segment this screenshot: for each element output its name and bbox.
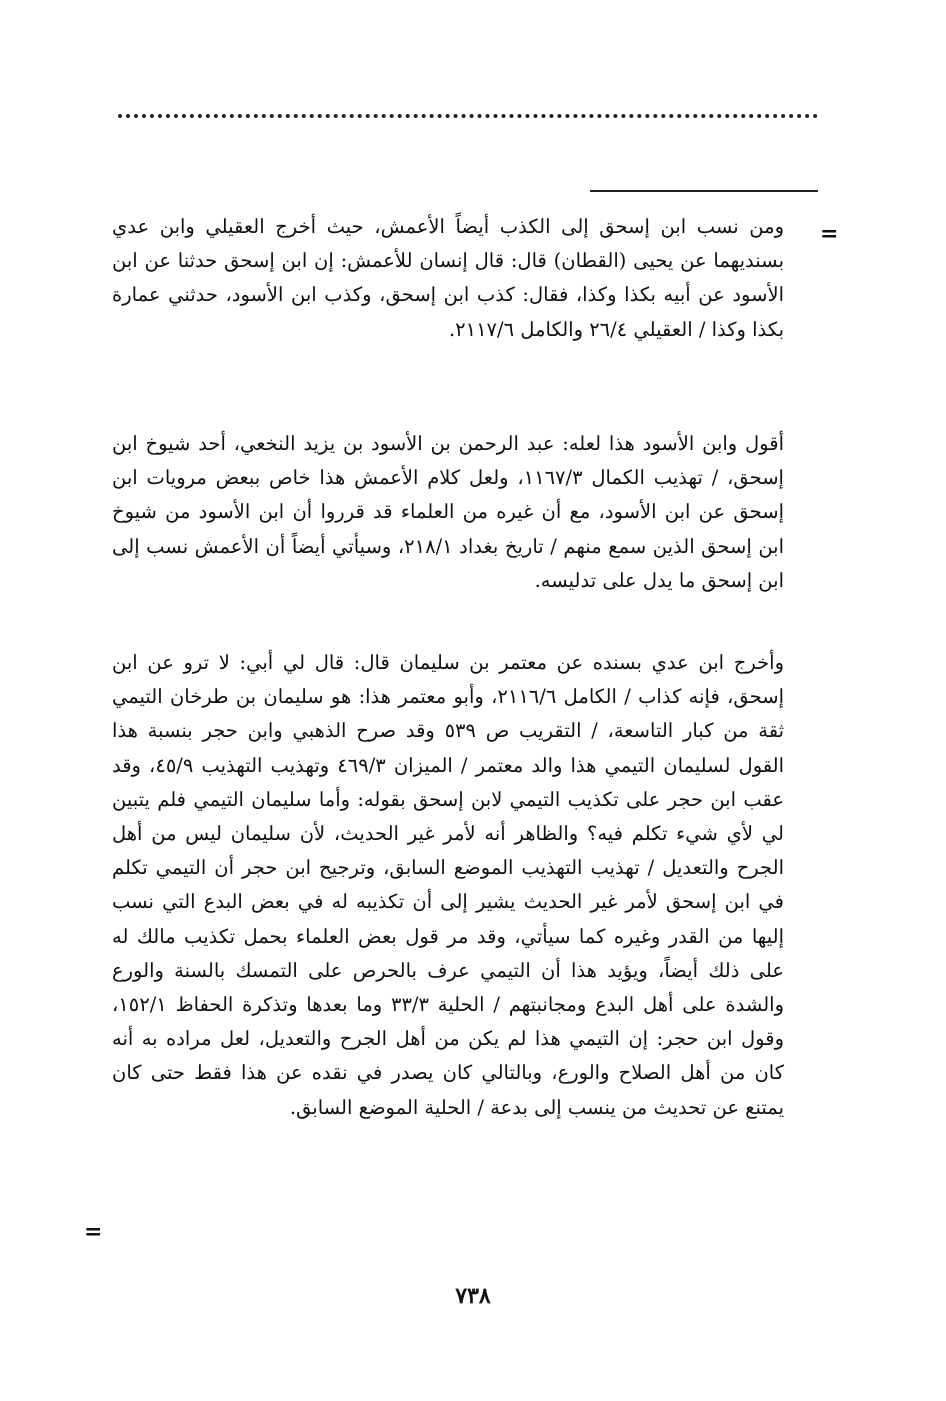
continuation-mark-end: = [84,1219,103,1245]
dotted-separator [118,114,818,118]
footnote-paragraph-3: وأخرج ابن عدي بسنده عن معتمر بن سليمان قال: قال لي أبي: لا ترو عن ابن إسحق، فإنه كذاب / الكامل ٢١١٦/٦، وأبو معتمر هذا: هو سليمان بن طرخان التيمي ثقة من كبار التاسعة، / التقريب ص ٥٣٩ وقد صرح الذهبي وابن حجر بنسبة هذا القول لسليمان التيمي هذا والد معتمر / الميزان ٤٦٩/٣ وتهذيب التهذيب ٤٥/٩، وقد عقب ابن حجر على تكذيب التيمي لابن إسحق بقوله: وأما سليمان التيمي فلم يتبين لي لأي شيء تكلم فيه؟ والظاهر أنه لأمر غير الحديث، لأن سليمان ليس من أهل الجرح والتعديل / تهذيب التهذيب الموضع السابق، وترجيح ابن حجر أن التيمي تكلم في ابن إسحق لأمر غير الحديث يشير إلى أن تكذيبه له في بعض البدع التي نسب إليها من القدر وغيره كما سيأتي، وقد مر قول بعض العلماء بحمل تكذيب مالك له على ذلك أيضاً، ويؤيد هذا أن التيمي عرف بالحرص على التمسك بالسنة والورع والشدة على أهل البدع ومجانبتهم / الحلية ٣٣/٣ وما بعدها وتذكرة الحفاظ ١٥٢/١، وقول ابن حجر: إن التيمي هذا لم يكن من أهل الجرح والتعديل، لعل مراده به أنه كان من أهل الصلاح والورع، وبالتالي كان يصدر في نقده عن هذا فقط حتى كان يمتنع عن تحديث من ينسب إلى بدعة / الحلية الموضع السابق. [112,651,785,1119]
footnote-paragraph-1: ومن نسب ابن إسحق إلى الكذب أيضاً الأعمش، حيث أخرج العقيلي وابن عدي بسنديهما عن يحيى (القطان) قال: قال إنسان للأعمش: إن ابن إسحق حدثنا عن ابن الأسود عن أبيه بكذا وكذا، فقال: كذب ابن إسحق، وكذب ابن الأسود، حدثني عمارة بكذا وكذا / العقيلي ٢٦/٤ والكامل ٢١١٧/٦. [112,215,784,341]
footnote-paragraph-2: أقول وابن الأسود هذا لعله: عبد الرحمن بن الأسود بن يزيد النخعي، أحد شيوخ ابن إسحق، / تهذيب الكمال ١١٦٧/٣، ولعل كلام الأعمش هذا خاص ببعض مرويات ابن إسحق عن ابن الأسود، مع أن غيره من العلماء قد قرروا أن ابن الأسود من شيوخ ابن إسحق الذين سمع منهم / تاريخ بغداد ٢١٨/١، وسيأتي أيضاً أن الأعمش نسب إلى ابن إسحق ما يدل على تدليسه. [112,432,785,592]
page-number: ٧٣٨ [455,1283,491,1309]
footnote-rule [590,190,818,192]
continuation-mark-start: = [820,221,839,247]
